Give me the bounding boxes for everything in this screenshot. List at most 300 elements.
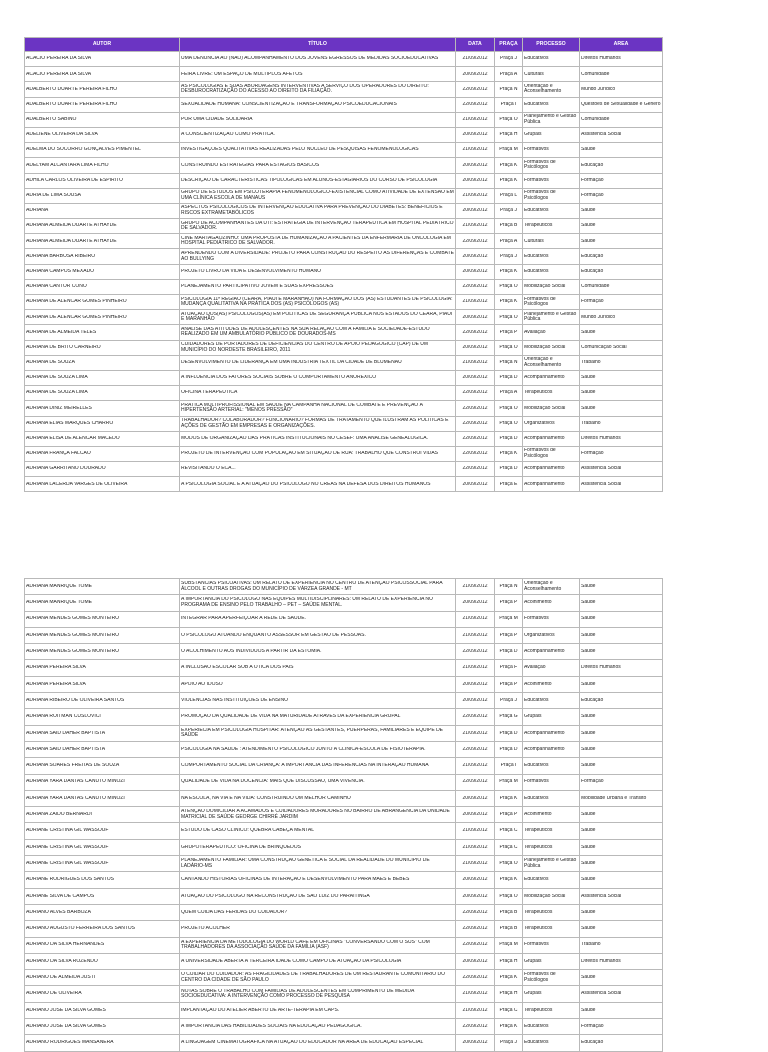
area-cell	[580, 416, 663, 431]
processo-cell	[523, 355, 580, 370]
autor-cell-text: ADRIANA YARA DANTAS CANUTO MINOZI	[26, 779, 125, 785]
area-cell-text: Saúde	[581, 926, 596, 932]
data-cell-text: 22/09/2012	[462, 1023, 488, 1029]
praca-cell-text: Praça O	[499, 284, 518, 290]
autor-cell-text: ADRIANA SOARES FREITAS DE SOUZA	[26, 763, 120, 769]
titulo-cell-text: IMPLANTAÇÃO DO ATELIER ABERTO DE ARTE-TERAPIA EM CAPS.	[181, 1007, 340, 1013]
titulo-cell	[180, 188, 456, 203]
processo-cell	[523, 741, 580, 757]
praca-cell	[495, 477, 523, 492]
autor-cell-text: ADRIANA YARA DANTAS CANUTO MINOZI	[26, 795, 125, 801]
area-cell-text: Saúde	[581, 714, 596, 720]
table-row	[25, 741, 663, 757]
autor-cell	[25, 477, 180, 492]
table-row	[25, 401, 663, 416]
processo-cell	[523, 188, 580, 203]
data-cell-text: 21/09/2012	[462, 665, 488, 671]
table-row	[25, 888, 663, 904]
area-cell	[580, 370, 663, 385]
data-cell-text: 20/09/2012	[462, 697, 488, 703]
processo-cell	[523, 872, 580, 888]
praca-cell-text: Praça O	[499, 893, 518, 899]
data-cell-text: 20/09/2012	[462, 177, 488, 183]
praca-cell-text: Praça B	[499, 223, 518, 229]
autor-cell-text: ADRIANA DE BRITO CARNEIRO	[26, 344, 101, 350]
autor-cell-text: ADRIANA ALMEIDA DUARTE ATHAYDE	[26, 223, 117, 229]
praca-cell	[495, 676, 523, 692]
processo-cell-text: Planejamento e Gestão Pública	[524, 311, 577, 323]
praca-cell	[495, 1035, 523, 1051]
autor-cell-text: ADRIANE SILVA DE CAMPOS	[26, 893, 95, 899]
autor-cell	[25, 953, 180, 969]
area-cell	[580, 158, 663, 173]
processo-cell	[523, 790, 580, 806]
praca-cell	[495, 264, 523, 279]
area-cell-text: Saúde	[581, 681, 596, 687]
area-cell-text: Mundo Jurídico	[581, 86, 616, 92]
titulo-cell	[180, 295, 456, 310]
autor-cell	[25, 370, 180, 385]
titulo-cell	[180, 386, 456, 401]
table-row	[25, 872, 663, 888]
titulo-cell-text: A EXPERIÊNCIA DA METODOLOGIA DO WORLD CAFÉ EM OFICINAS "CONVERSANDO COM O SUS" COM TRABALHADORES DA ASSOCIAÇÃO SAÚDE DA FAMÍLIA (ASF)	[181, 939, 430, 951]
praca-cell-text: Praça C	[499, 844, 518, 850]
data-cell	[456, 595, 495, 611]
autor-cell-text: ADRIANO DA SILVA ROZENDO	[26, 958, 98, 964]
praca-cell-text: Praça B	[499, 926, 518, 932]
praca-cell-text: Praça O	[499, 420, 518, 426]
titulo-cell-text: OFICINA TERAPÊUTICA	[181, 390, 238, 396]
praca-cell	[495, 758, 523, 774]
column-header-praca[interactable]: PRAÇA	[495, 38, 523, 52]
table-row	[25, 790, 663, 806]
table-row	[25, 823, 663, 839]
column-header-area[interactable]: AREA	[580, 38, 663, 52]
area-cell-text: Saúde	[581, 975, 596, 981]
autor-cell	[25, 67, 180, 82]
processo-cell-text: Culturais	[524, 71, 544, 77]
table-row	[25, 340, 663, 355]
area-cell	[580, 401, 663, 416]
data-cell	[456, 401, 495, 416]
titulo-cell	[180, 416, 456, 431]
processo-cell-text: Terapêuticos	[524, 828, 553, 834]
praca-cell-text: Praça I	[500, 101, 517, 107]
data-cell-text: 20/09/2012	[462, 481, 488, 487]
titulo-cell	[180, 676, 456, 692]
autor-cell-text: ADRIANO DE OLIVEIRA	[26, 991, 82, 997]
processo-cell	[523, 431, 580, 446]
autor-cell-text: ADALBERTO DUARTE PEREIRA FILHO	[26, 101, 118, 107]
data-cell-text: 20/09/2012	[462, 344, 488, 350]
autor-cell-text: ADELMA DO SOCORRO GONÇALVES PIMENTEL	[26, 147, 141, 153]
area-cell-text: Questões de Sexualidade e Gênero	[581, 101, 661, 107]
area-cell-text: Formação	[581, 177, 604, 183]
processo-cell-text: Educativos	[524, 268, 549, 274]
titulo-cell-text: APOIO AO IDOSO	[181, 681, 223, 687]
titulo-cell	[180, 431, 456, 446]
processo-cell	[523, 953, 580, 969]
praca-cell	[495, 741, 523, 757]
praca-cell-text: Praça K	[499, 299, 518, 305]
titulo-cell	[180, 970, 456, 986]
data-cell-text: 22/09/2012	[462, 451, 488, 457]
titulo-cell-text: PRÁTICA MULTIPROFISSIONAL EM SAÚDE NA CAMPANHA NACIONAL DE COMBATE E PREVENÇÃO À HIPERTENSÃO ARTERIAL: "MENOS PRESSÃO"	[181, 402, 423, 414]
praca-cell-text: Praça N	[499, 360, 518, 366]
area-cell-text: Formação	[581, 193, 604, 199]
data-cell	[456, 112, 495, 127]
area-cell-text: Educação	[581, 253, 604, 259]
titulo-cell-text: UMA DENÚNCIA AO (NÃO) ACOMPANHAMENTO DOS JOVENS EGRESSOS DE MEDIDAS SOCIOEDUCATIVAS	[181, 56, 439, 62]
titulo-cell	[180, 1019, 456, 1035]
titulo-cell-text: ATUAÇÃO DOS(AS) PSICÓLOGOS(AS) EM POLÍTICAS DE SEGURANÇA PÚBLICA NOS ESTADOS DO CEARÁ, PIAUÍ E MARANHÃO	[181, 311, 453, 323]
processo-cell-text: Avaliação	[524, 329, 546, 335]
data-cell-text: 20/09/2012	[462, 208, 488, 214]
autor-cell	[25, 611, 180, 627]
data-cell-text: 20/09/2012	[462, 958, 488, 964]
data-cell	[456, 1035, 495, 1051]
autor-cell	[25, 660, 180, 676]
praca-cell-text: Praça C	[499, 1007, 518, 1013]
processo-cell-text: Educativos	[524, 1040, 549, 1046]
area-cell	[580, 82, 663, 97]
processo-cell-text: Educativos	[524, 877, 549, 883]
data-cell-text: 22/09/2012	[462, 466, 488, 472]
table-row	[25, 234, 663, 249]
processo-cell	[523, 725, 580, 741]
titulo-cell	[180, 741, 456, 757]
processo-cell-text: Terapêuticos	[524, 1007, 553, 1013]
area-cell	[580, 188, 663, 203]
area-cell	[580, 446, 663, 461]
data-cell	[456, 611, 495, 627]
area-cell-text: Formação	[581, 779, 604, 785]
praca-cell	[495, 856, 523, 872]
titulo-cell-text: A INCLUSÃO ESCOLAR SOB A ÓTICA DOS PAIS	[181, 665, 294, 671]
processo-cell-text: Orientação e Aconselhamento	[524, 581, 562, 592]
data-cell-text: 22/09/2012	[462, 942, 488, 948]
area-cell-text: Saúde	[581, 746, 596, 752]
autor-cell-text: ADRIANA PEREIRA SILVA	[26, 665, 86, 671]
autor-cell-text: ADRIANA MENDES GOMES MONTEIRO	[26, 616, 120, 622]
processo-cell-text: Grupais	[524, 132, 542, 138]
data-cell	[456, 127, 495, 142]
processo-cell-text: Acolhimento	[524, 600, 552, 606]
data-cell-text: 21/09/2012	[462, 583, 488, 589]
autor-cell-text: ADRIANA FRANÇA FALCÃO	[26, 451, 91, 457]
autor-cell-text: ADRIANA GARRITANO DOURADO	[26, 466, 106, 472]
column-header-processo[interactable]: PROCESSO	[523, 38, 580, 52]
table-row	[25, 953, 663, 969]
processo-cell	[523, 249, 580, 264]
area-cell-text: Direitos Humanos	[581, 56, 621, 62]
area-cell	[580, 986, 663, 1002]
data-cell-text: 21/09/2012	[462, 828, 488, 834]
area-cell-text: Formação	[581, 1023, 604, 1029]
titulo-cell	[180, 355, 456, 370]
area-cell	[580, 234, 663, 249]
praca-cell	[495, 986, 523, 1002]
autor-cell-text: ADRIANO ALVES BARBOZA	[26, 909, 91, 915]
processo-cell-text: Culturais	[524, 238, 544, 244]
table-row	[25, 188, 663, 203]
table-row	[25, 758, 663, 774]
area-cell-text: Saúde	[581, 828, 596, 834]
praca-cell	[495, 295, 523, 310]
area-cell	[580, 904, 663, 920]
titulo-cell	[180, 611, 456, 627]
autor-cell	[25, 127, 180, 142]
titulo-cell	[180, 627, 456, 643]
area-cell	[580, 264, 663, 279]
data-cell	[456, 462, 495, 477]
praca-cell-text: Praça K	[499, 877, 518, 883]
autor-cell	[25, 401, 180, 416]
praca-cell-text: Praça D	[499, 466, 518, 472]
praca-cell-text: Praça O	[499, 344, 518, 350]
processo-cell-text: Educativos	[524, 253, 549, 259]
autor-cell-text: ADRIANA SAID DAHER BAPTISTA	[26, 730, 106, 736]
titulo-cell-text: GRUPO DE ESTUDOS EM PSICOTERAPIA FENOMENOLÓGICO-EXISTENCIAL COMO ATIVIDADE DE EXTENSÃO EM UMA CLÍNICA ESCOLA DE MANAUS	[181, 190, 454, 201]
praca-cell	[495, 249, 523, 264]
processo-cell	[523, 823, 580, 839]
titulo-cell	[180, 953, 456, 969]
autor-cell	[25, 725, 180, 741]
data-cell	[456, 325, 495, 340]
titulo-cell-text: NOTAS SOBRE O TRABALHO COM FAMÍLIAS DE ADOLESCENTES EM CUMPRIMENTO DE MEDIDA SOCIOEDUCATIVA: A INTERVENÇÃO COMO PROCESSO DE PESQUISA	[181, 988, 415, 1000]
titulo-cell	[180, 1035, 456, 1051]
table-row	[25, 904, 663, 920]
autor-cell-text: ADRIANA MANRIQUE TOMÉ	[26, 600, 92, 606]
data-cell-text: 21/09/2012	[462, 730, 488, 736]
data-cell	[456, 431, 495, 446]
autor-cell-text: ADRIANO AUGUSTO FERREIRA DOS SANTOS	[26, 926, 136, 932]
processo-cell	[523, 921, 580, 937]
data-cell-text: 22/09/2012	[462, 779, 488, 785]
data-cell-text: 22/09/2012	[462, 746, 488, 752]
column-header-autor[interactable]: AUTOR	[25, 38, 180, 52]
processo-cell	[523, 325, 580, 340]
processo-cell	[523, 627, 580, 643]
processo-cell	[523, 937, 580, 953]
processo-cell	[523, 219, 580, 234]
titulo-cell	[180, 173, 456, 188]
area-cell	[580, 758, 663, 774]
area-cell	[580, 477, 663, 492]
area-cell-text: Saúde	[581, 877, 596, 883]
titulo-cell	[180, 937, 456, 953]
autor-cell	[25, 219, 180, 234]
processo-cell-text: Mobilização Social	[524, 284, 566, 290]
autor-cell	[25, 595, 180, 611]
praca-cell-text: Praça P	[499, 812, 518, 818]
table-row	[25, 127, 663, 142]
titulo-cell-text: O PSICÓLOGO ATUANDO ENQUANTO ASSESSOR EM GESTÃO DE PESSOAS.	[181, 632, 366, 638]
processo-cell	[523, 839, 580, 855]
autor-cell-text: ADRIANA DE SOUZA LIMA	[26, 375, 88, 381]
table-row	[25, 676, 663, 692]
titulo-cell-text: A IMPORTÂNCIA DAS HABILIDADES SOCIAIS NA EDUCAÇÃO PEDAGÓGICA.	[181, 1023, 362, 1029]
processo-cell	[523, 1002, 580, 1018]
autor-cell	[25, 758, 180, 774]
area-cell	[580, 709, 663, 725]
autor-cell	[25, 937, 180, 953]
praca-cell	[495, 937, 523, 953]
data-cell	[456, 1002, 495, 1018]
titulo-cell	[180, 986, 456, 1002]
processo-cell	[523, 1035, 580, 1051]
processo-cell-text: Grupais	[524, 991, 542, 997]
praca-cell	[495, 970, 523, 986]
area-cell	[580, 644, 663, 660]
autor-cell	[25, 446, 180, 461]
praca-cell-text: Praça N	[499, 86, 518, 92]
praca-cell	[495, 725, 523, 741]
area-cell	[580, 325, 663, 340]
data-cell-text: 21/09/2012	[462, 223, 488, 229]
area-cell-text: Saúde	[581, 375, 596, 381]
table-row	[25, 416, 663, 431]
processo-cell-text: Organizativos	[524, 420, 555, 426]
processo-cell	[523, 158, 580, 173]
results-table-bottom	[24, 578, 663, 1052]
processo-cell	[523, 112, 580, 127]
autor-cell	[25, 807, 180, 823]
titulo-cell-text: COMPORTAMENTO SOCIAL DA CRIANÇA: A IMPORTÂNCIA DAS INFERÊNCIAS NA INTERAÇÃO HUMANA	[181, 763, 429, 769]
praca-cell-text: Praça K	[499, 795, 518, 801]
area-cell-text: Saúde	[581, 763, 596, 769]
processo-cell	[523, 127, 580, 142]
autor-cell-text: ADELIENE OLIVEIRA DA SILVA	[26, 132, 98, 138]
data-cell-text: 22/09/2012	[462, 649, 488, 655]
column-header-titulo[interactable]: TÍTULO	[180, 38, 456, 52]
data-cell	[456, 477, 495, 492]
data-cell-text: 22/09/2012	[462, 436, 488, 442]
data-cell-text: 22/09/2012	[462, 101, 488, 107]
autor-cell	[25, 904, 180, 920]
data-cell-text: 22/09/2012	[462, 390, 488, 396]
processo-cell-text: Educativos	[524, 697, 549, 703]
praca-cell	[495, 660, 523, 676]
titulo-cell	[180, 921, 456, 937]
processo-cell-text: Formativos de Psicólogos	[524, 448, 556, 459]
praca-cell	[495, 82, 523, 97]
processo-cell	[523, 986, 580, 1002]
column-header-data[interactable]: DATA	[456, 38, 495, 52]
titulo-cell	[180, 888, 456, 904]
processo-cell-text: Acompanhamento	[524, 466, 565, 472]
autor-cell-text: ADRIANA ALMEIDA DUARTE ATHAYDE	[26, 238, 117, 244]
praca-cell-text: Praça H	[499, 132, 518, 138]
table-row	[25, 579, 663, 595]
titulo-cell-text: PSICOLOGIA NA SAÚDE : ATENDIMENTO PSICOLÓGICO JUNTO À CLÍNICA-ESCOLA DE FISIOTERAPIA.	[181, 746, 426, 752]
data-cell	[456, 888, 495, 904]
processo-cell-text: Mobilização Social	[524, 405, 566, 411]
titulo-cell-text: EXPERIÊCIA EM PSICOLOGIA HOSPITAR: ATENÇÃO ÀS GESTANTES, PUÉRPERAS, FAMILIARES E EQUIPE DE SAÚDE	[181, 727, 444, 739]
table-row	[25, 264, 663, 279]
titulo-cell	[180, 725, 456, 741]
processo-cell-text: Planejamento e Gestão Pública	[524, 858, 577, 869]
praca-cell-text: Praça P	[499, 632, 518, 638]
praca-cell	[495, 431, 523, 446]
area-cell-text: Saúde	[581, 600, 596, 606]
titulo-cell-text: A PSICOLOGIA SOCIAL E A ATUAÇÃO DO PSICÓLOGO NO CREAS NA DEFESA DOS DIREITOS HUMANOS	[181, 481, 431, 487]
processo-cell	[523, 97, 580, 112]
titulo-cell	[180, 264, 456, 279]
autor-cell-text: ADRIANA BARBOSA RIBEIRO	[26, 253, 96, 259]
data-cell	[456, 741, 495, 757]
processo-cell	[523, 340, 580, 355]
data-cell	[456, 904, 495, 920]
titulo-cell	[180, 872, 456, 888]
processo-cell	[523, 295, 580, 310]
titulo-cell-text: O CUIDAR DO CUIDADOR: AS FRAGILIDADES DE TRABALHADORES DE UM RESTAURANTE COMUNITÁRIO DO CENTRO DA CIDADE DE SÃO PAULO	[181, 972, 446, 983]
table-row	[25, 97, 663, 112]
autor-cell	[25, 386, 180, 401]
titulo-cell	[180, 203, 456, 218]
data-cell-text: 21/09/2012	[462, 616, 488, 622]
praca-cell-text: Praça O	[499, 405, 518, 411]
data-cell	[456, 52, 495, 67]
processo-cell	[523, 856, 580, 872]
autor-cell	[25, 416, 180, 431]
praca-cell	[495, 67, 523, 82]
titulo-cell-text: PROJETO ACOLHER	[181, 926, 230, 932]
area-cell	[580, 310, 663, 325]
area-cell	[580, 143, 663, 158]
data-cell	[456, 295, 495, 310]
processo-cell-text: Educativos	[524, 56, 549, 62]
titulo-cell-text: PROJETO DE INTERVENÇÃO COM POPULAÇÃO EM SITUAÇÃO DE RUA: TRABALHO QUE CONSTRÓI VIDAS	[181, 451, 438, 457]
praca-cell-text: Praça D	[499, 746, 518, 752]
praca-cell-text: Praça G	[499, 714, 518, 720]
data-cell-text: 20/09/2012	[462, 132, 488, 138]
praca-cell	[495, 203, 523, 218]
praca-cell-text: Praça K	[499, 1023, 518, 1029]
area-cell-text: Trabalho	[581, 942, 601, 948]
data-cell	[456, 143, 495, 158]
praca-cell	[495, 709, 523, 725]
autor-cell	[25, 462, 180, 477]
area-cell	[580, 856, 663, 872]
table-row	[25, 986, 663, 1002]
praca-cell-text: Praça J	[500, 697, 517, 703]
table-row	[25, 173, 663, 188]
praca-cell-text: Praça J	[500, 1040, 517, 1046]
autor-cell-text: ACACIO PEREIRA DA SILVA	[26, 56, 92, 62]
data-cell	[456, 264, 495, 279]
autor-cell-text: ADRIANA DE ALENCAR GOMES PINHEIRO	[26, 314, 127, 320]
area-cell	[580, 660, 663, 676]
autor-cell	[25, 52, 180, 67]
table-row	[25, 477, 663, 492]
processo-cell	[523, 579, 580, 595]
processo-cell-text: Orientação e Aconselhamento	[524, 357, 562, 368]
titulo-cell-text: A UNIVERSIDADE ABERTA À TERCEIRA IDADE COMO CAMPO DE ATUAÇÃO DA PSICOLOGIA	[181, 958, 402, 964]
titulo-cell	[180, 807, 456, 823]
autor-cell	[25, 264, 180, 279]
area-cell-text: Direitos Humanos	[581, 958, 621, 964]
area-cell	[580, 52, 663, 67]
table-row	[25, 431, 663, 446]
processo-cell-text: Formativos	[524, 779, 549, 785]
processo-cell-text: Formativos	[524, 942, 549, 948]
praca-cell-text: Praça M	[499, 942, 518, 948]
table-row	[25, 839, 663, 855]
area-cell	[580, 595, 663, 611]
data-cell	[456, 67, 495, 82]
titulo-cell-text: PSICOLOGIA 11ª REGIÃO (CEARÁ, PIAUÍ E MARANHÃO) NA FORMAÇÃO DOS (AS) ESTUDANTES DE PSICOLOGIA: MUDANÇA QUALITATIVA NA PRÁTICA DOS (AS) PSICÓLOGOS (AS)	[181, 296, 453, 308]
